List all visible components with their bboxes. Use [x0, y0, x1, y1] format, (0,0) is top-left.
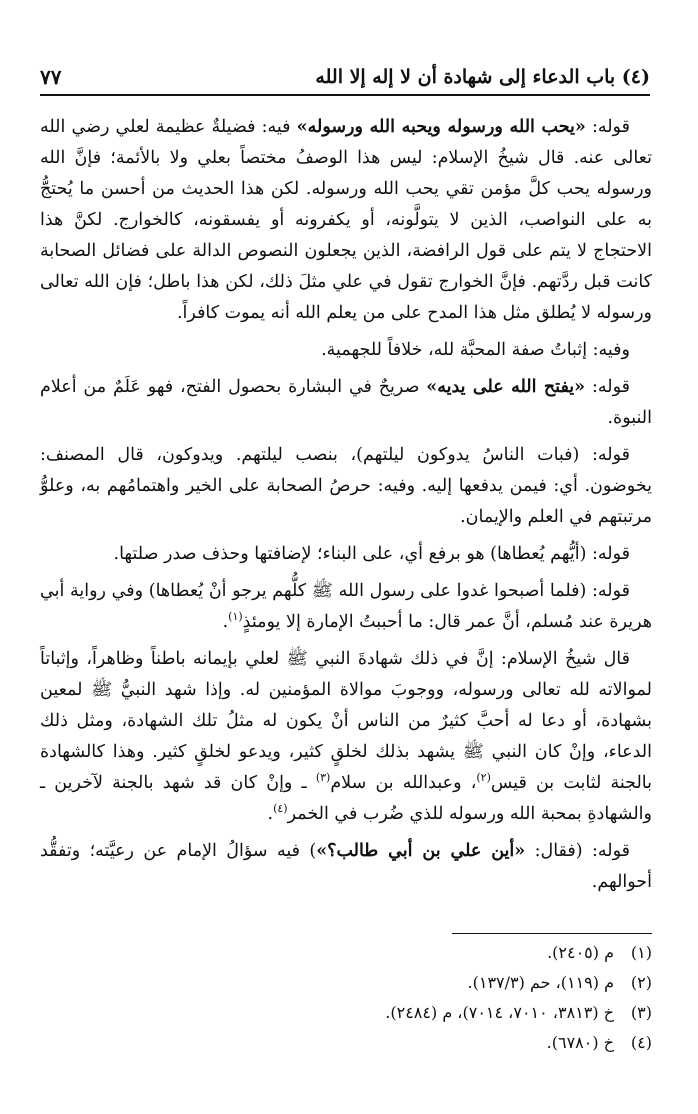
- body-text: [40, 112, 652, 904]
- paragraph: [40, 644, 652, 830]
- footnote-ref[interactable]: (٤): [273, 802, 288, 816]
- footnote-ref[interactable]: (٣): [315, 771, 331, 785]
- footnote-text: خ (٣٨١٣، ٧٠١٠، ٧٠١٤)، م (٢٤٨٤).: [385, 1003, 614, 1022]
- text-segment: قوله: (أيُّهم يُعطاها) هو برفع أي، على البناء؛ لإضافتها وحذف صدر صلتها.: [113, 544, 630, 564]
- text-segment: قوله:: [585, 117, 630, 137]
- text-segment: .: [267, 804, 274, 824]
- text-segment: وفيه: إثباتُ صفة المحبَّة لله، خلافاً للجهمية.: [321, 340, 630, 360]
- text-segment: قوله: (فبات الناسُ يدوكون ليلتهم)، بنصب ليلتهم. ويدوكون، قال المصنف: يخوضون. أي: فيمن يدفعها إليه. وفيه: حرصُ الصحابة على الخير واهتمامُهم به، وعلوُّ مرتبتهم في العلم والإيمان.: [40, 445, 652, 527]
- footnote-text: م (٢٤٠٥).: [547, 943, 614, 962]
- footnote-number: (٤): [630, 1033, 652, 1052]
- text-segment: ـ وإنْ كان قد شهد بالجنة لآخرين ـ والشهادةِ بمحبة الله ورسوله للذي ضُرب في الخمر: [40, 773, 652, 824]
- quoted-hadith: «يحب الله ورسوله ويحبه الله ورسوله»: [296, 117, 586, 137]
- footnote: [40, 998, 652, 1028]
- text-segment: قوله: (فلما أصبحوا غدوا على رسول الله ﷺ كلُّهم يرجو أنْ يُعطاها) وفي رواية أبي هريرة عند مُسلم، أنَّ عمر قال: ما أحببتُ الإمارة إلا يومئذٍ: [40, 581, 652, 632]
- footnote: [40, 938, 652, 968]
- page-number: ٧٧: [40, 65, 62, 89]
- quoted-hadith: «يفتح الله على يديه»: [426, 377, 586, 397]
- text-segment: ) فيه سؤالُ الإمام عن رعيَّته؛ وتفقُّد أحوالهم.: [40, 841, 652, 892]
- footnote: [40, 1028, 652, 1058]
- paragraph: [40, 539, 652, 570]
- chapter-title: (٤) باب الدعاء إلى شهادة أن لا إله إلا الله: [315, 66, 650, 88]
- paragraph: [40, 335, 652, 366]
- text-segment: صريحٌ في البشارة بحصول الفتح، فهو عَلَمٌ من أعلام النبوة.: [40, 377, 652, 428]
- footnote-number: (٣): [630, 1003, 652, 1022]
- paragraph: [40, 440, 652, 533]
- paragraph: [40, 372, 652, 434]
- running-header: [40, 60, 650, 96]
- text-segment: قال شيخُ الإسلام: إنَّ في ذلك شهادةَ النبي ﷺ لعلي بإيمانه باطناً وظاهراً، وإثباتاً لموالاته لله تعالى ورسوله، ووجوبَ موالاة المؤمنين له. وإذا شهد النبيُّ ﷺ لمعين بشهادة، أو دعا له أحبَّ كثيرٌ من الناس أنْ يكون له مثلُ تلك الشهادة، ومثل ذلك الدعاء، وإنْ كان النبي ﷺ يشهد بذلك لخلقٍ كثير، ويدعو لخلقٍ كثير. وهذا كالشهادة بالجنة لثابت بن قيس: [40, 649, 652, 793]
- paragraph: [40, 836, 652, 898]
- text-segment: ، وعبدالله بن سلام: [330, 773, 477, 793]
- footnote-number: (٢): [630, 973, 652, 992]
- paragraph: [40, 112, 652, 329]
- footnote: [40, 968, 652, 998]
- footnote-text: م (١١٩)، حم (١٣٧/٣).: [467, 973, 614, 992]
- footnote-separator: [452, 933, 652, 934]
- text-segment: .: [222, 612, 229, 632]
- paragraph: [40, 576, 652, 638]
- footnote-ref[interactable]: (١): [228, 610, 243, 624]
- text-segment: فيه: فضيلةٌ عظيمة لعلي رضي الله تعالى عنه. قال شيخُ الإسلام: ليس هذا الوصفُ مختصاً بعلي ولا بالأئمة؛ فإنَّ الله ورسوله يحب كلَّ مؤمن تقي يحب الله ورسوله. لكن هذا الحديث من أحسن ما يُحتجُّ به على النواصب، الذين لا يتولَّونه، أو يكفرونه أو يفسقونه، كالخوارج. لكنَّ هذا الاحتجاج لا يتم على قول الرافضة، الذين يجعلون النصوص الدالة على فضائل الصحابة كانت قبل ردَّتهم. فإنَّ الخوارج تقول في علي مثلَ ذلك، لكن هذا باطل؛ فإن الله تعالى ورسوله لا يُطلق مثل هذا المدح على من يعلم الله أنه يموت كافراً.: [40, 117, 652, 323]
- text-segment: قوله: (فقال:: [525, 841, 630, 861]
- footnote-number: (١): [630, 943, 652, 962]
- quoted-hadith: «أين علي بن أبي طالب؟»: [316, 841, 526, 861]
- footnotes: [40, 938, 652, 1058]
- footnote-ref[interactable]: (٢): [476, 771, 491, 785]
- footnote-text: خ (٦٧٨٠).: [546, 1033, 614, 1052]
- text-segment: قوله:: [585, 377, 630, 397]
